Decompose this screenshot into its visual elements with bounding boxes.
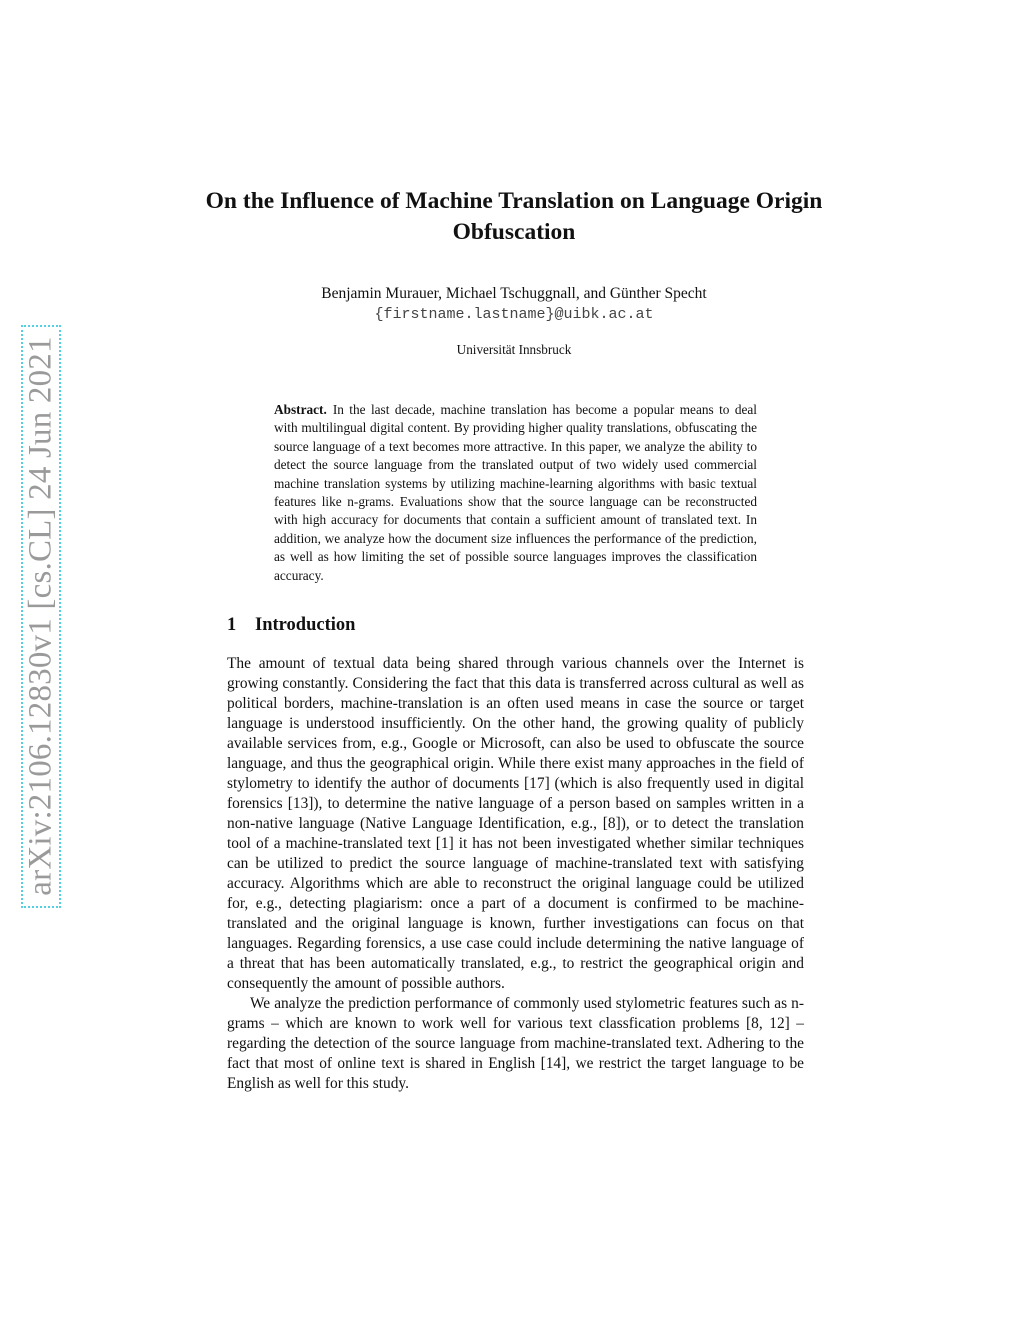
body-text [227, 654, 804, 1094]
paragraph: The amount of textual data being shared through various channels over the Internet is growing constantly. Considering the fact that this data is transferred across cultural as well as political borders, machine-translation is an often used means in case the source or target language is understood insufficiently. On the other hand, the growing quality of publicly available services from, e.g., Google or Microsoft, can also be used to obfuscate the source language, and thus the geographical origin. While there exist many approaches in the field of stylometry to identify the author of documents [17] (which is also frequently used in digital forensics [13]), to determine the native language of a person based on samples written in a non-native language (Native Language Identification, e.g., [8]), or to detect the translation tool of a machine-translated text [1] it has not been investigated whether similar techniques can be utilized to predict the source language of machine-translated text with satisfying accuracy. Algorithms which are able to reconstruct the original language could be utilized for, e.g., detecting plagiarism: once a part of a document is confirmed to be machine-translated and the original language is known, further investigations can focus on that languages. Regarding forensics, a use case could include determining the native language of a threat that has been automatically translated, e.g., to restrict the geographical origin and consequently the amount of possible authors. [227, 655, 804, 992]
paragraph: We analyze the prediction performance of commonly used stylometric features such as n-grams – which are known to work well for various text classfication problems [8, 12] – regarding the detection of the source language from machine-translated text. Adhering to the fact that most of online text is shared in English [14], we restrict the target language to be English as well for this study. [227, 995, 804, 1092]
section-heading [227, 614, 355, 636]
abstract [274, 401, 757, 585]
section-number: 1 [227, 615, 237, 635]
abstract-label: Abstract. [274, 402, 327, 417]
author-email: {firstname.lastname}@uibk.ac.at [374, 306, 654, 323]
paper-title: On the Influence of Machine Translation on Language Origin Obfuscation [205, 188, 823, 245]
paper-authors: Benjamin Murauer, Michael Tschuggnall, and Günther Specht [321, 285, 707, 302]
abstract-text: In the last decade, machine translation has become a popular means to deal with multilingual digital content. By providing higher quality translations, obfuscating the source language of a text becomes more attractive. In this paper, we analyze the ability to detect the source language from the translated output of two widely used commercial machine translation systems by utilizing machine-learning algorithms with basic textual features like n-grams. Evaluations show that the source language can be reconstructed with high accuracy for documents that contain a sufficient amount of translated text. In addition, we analyze how the document size influences the performance of the prediction, as well as how limiting the set of possible source languages improves the classification accuracy. [274, 402, 757, 583]
author-affiliation: Universität Innsbruck [456, 342, 572, 357]
arxiv-identifier: arXiv:2106.12830v1 [cs.CL] 24 Jun 2021 [22, 336, 59, 896]
section-title: Introduction [255, 615, 356, 635]
